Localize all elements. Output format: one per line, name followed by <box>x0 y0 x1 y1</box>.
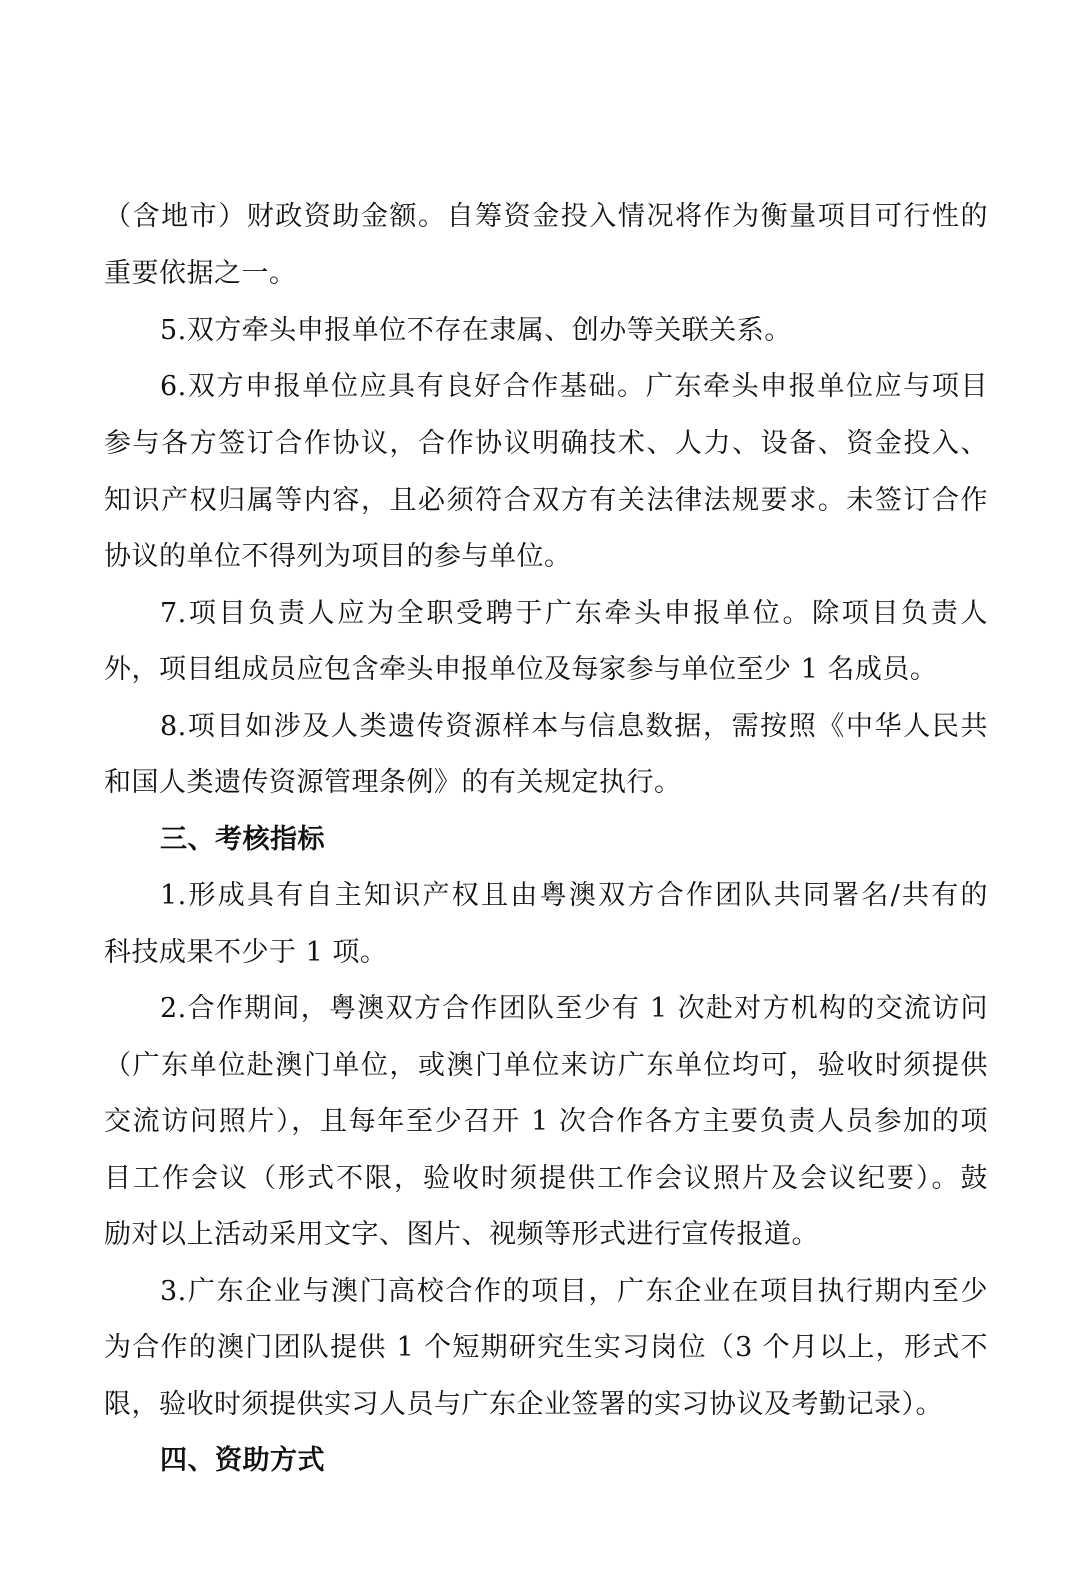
paragraph-line: 5.双方牵头申报单位不存在隶属、创办等关联关系。 <box>160 315 792 346</box>
paragraph-line: 重要依据之一。 <box>104 258 297 289</box>
paragraph-line: 1.形成具有自主知识产权且由粤澳双方合作团队共同署名/共有的 <box>160 880 988 911</box>
paragraph-line: （含地市）财政资助金额。自筹资金投入情况将作为衡量项目可行性的 <box>104 201 988 232</box>
paragraph-line: 目工作会议（形式不限，验收时须提供工作会议照片及会议纪要）。鼓 <box>104 1163 988 1194</box>
paragraph-line: 外，项目组成员应包含牵头申报单位及每家参与单位至少 1 名成员。 <box>104 654 938 685</box>
paragraph-line: 2.合作期间，粤澳双方合作团队至少有 1 次赴对方机构的交流访问 <box>160 993 988 1024</box>
paragraph-line: 协议的单位不得列为项目的参与单位。 <box>104 541 572 572</box>
paragraph-line: 8.项目如涉及人类遗传资源样本与信息数据，需按照《中华人民共 <box>160 711 988 742</box>
section-heading: 三、考核指标 <box>160 824 325 855</box>
section-heading: 四、资助方式 <box>160 1445 325 1476</box>
paragraph-line: 限，验收时须提供实习人员与广东企业签署的实习协议及考勤记录）。 <box>104 1389 943 1420</box>
paragraph-line: 为合作的澳门团队提供 1 个短期研究生实习岗位（3 个月以上，形式不 <box>104 1332 988 1363</box>
paragraph-line: 和国人类遗传资源管理条例》的有关规定执行。 <box>104 767 682 798</box>
paragraph-line: 6.双方申报单位应具有良好合作基础。广东牵头申报单位应与项目 <box>160 371 988 402</box>
paragraph-line: 科技成果不少于 1 项。 <box>104 937 388 968</box>
paragraph-line: 参与各方签订合作协议，合作协议明确技术、人力、设备、资金投入、 <box>104 428 988 459</box>
paragraph-line: （广东单位赴澳门单位，或澳门单位来访广东单位均可，验收时须提供 <box>104 1050 988 1081</box>
paragraph-line: 知识产权归属等内容，且必须符合双方有关法律法规要求。未签订合作 <box>104 485 988 516</box>
paragraph-line: 3.广东企业与澳门高校合作的项目，广东企业在项目执行期内至少 <box>160 1276 988 1307</box>
paragraph-line: 7.项目负责人应为全职受聘于广东牵头申报单位。除项目负责人 <box>160 598 988 629</box>
paragraph-line: 交流访问照片），且每年至少召开 1 次合作各方主要负责人员参加的项 <box>104 1106 988 1137</box>
paragraph-line: 励对以上活动采用文字、图片、视频等形式进行宣传报道。 <box>104 1219 819 1250</box>
